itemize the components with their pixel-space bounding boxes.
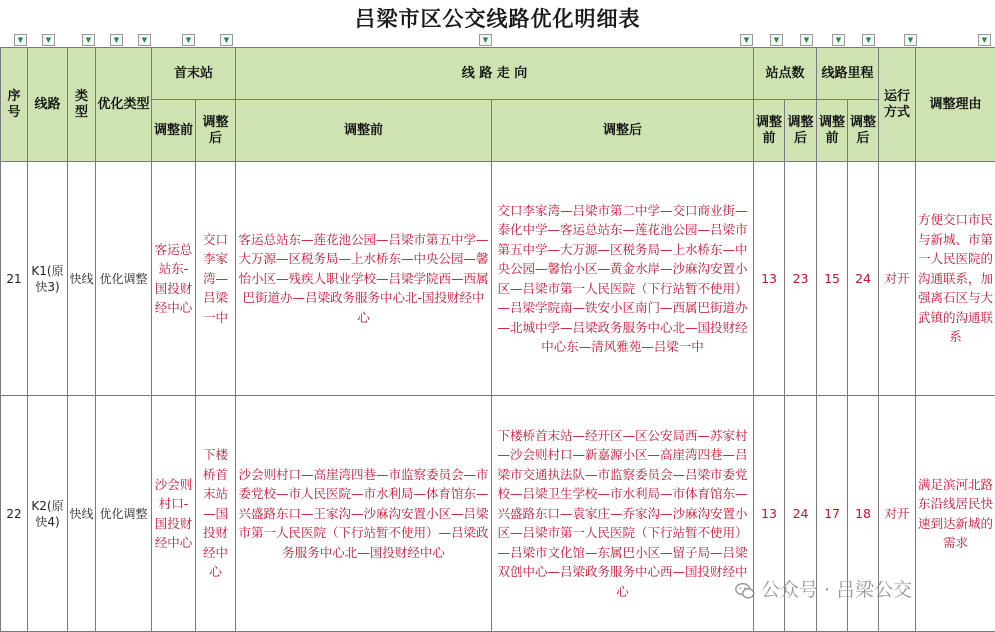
header-type[interactable]: 类型 [68,48,96,162]
row-route[interactable]: K1(原快3) [28,162,68,396]
header-path-before[interactable]: 调整前 [236,100,492,162]
route-optimization-table [0,47,995,632]
header-route[interactable]: 线路 [28,48,68,162]
row-stops-after[interactable]: 24 [785,396,817,632]
header-stops[interactable]: 站点数 [754,48,817,100]
row-path-before[interactable]: 沙会则村口—高崖湾四巷—市监察委员会—市委党校—市人民医院—市水利局—体育馆东—兴盛路东口—王家沟—沙麻沟安置小区—吕梁市第一人民医院（下行站暂不使用）—吕梁政务服务中心北—国投财经中心 [236,396,492,632]
autofilter-bar [0,34,995,47]
dropdown-filter-icon[interactable]: ▼ [740,34,753,46]
header-mileage[interactable]: 线路里程 [817,48,879,100]
wechat-icon [734,580,756,602]
row-reason[interactable]: 方便交口市民与新城、市第一人民医院的沟通联系，加强离石区与大武镇的沟通联系 [916,162,995,396]
header-stops-after[interactable]: 调整后 [785,100,817,162]
header-seq[interactable]: 序号 [1,48,28,162]
table-row [1,162,995,396]
row-terminal-after[interactable]: 下楼桥首末站—国投财经中心 [196,396,236,632]
row-stops-after[interactable]: 23 [785,162,817,396]
row-seq[interactable]: 22 [1,396,28,632]
sheet-title: 吕梁市区公交线路优化明细表 [0,0,995,38]
row-mileage-before[interactable]: 17 [817,396,848,632]
dropdown-filter-icon[interactable]: ▼ [14,34,27,46]
dropdown-filter-icon[interactable]: ▼ [978,34,991,46]
dropdown-filter-icon[interactable]: ▼ [42,34,55,46]
dropdown-filter-icon[interactable]: ▼ [182,34,195,46]
header-direction[interactable]: 线 路 走 向 [236,48,754,100]
dropdown-filter-icon[interactable]: ▼ [800,34,813,46]
dropdown-filter-icon[interactable]: ▼ [138,34,151,46]
watermark [734,572,984,608]
row-terminal-before[interactable]: 客运总站东-国投财经中心 [152,162,196,396]
row-reason[interactable]: 满足滨河北路东沿线居民快速到达新城的需求 [916,396,995,632]
watermark-text: 公众号 · 吕梁公交 [761,579,912,601]
dropdown-filter-icon[interactable]: ▼ [904,34,917,46]
header-mileage-after[interactable]: 调整后 [848,100,879,162]
header-terminal-after[interactable]: 调整后 [196,100,236,162]
row-route[interactable]: K2(原快4) [28,396,68,632]
row-opt-type[interactable]: 优化调整 [96,396,152,632]
row-path-after[interactable]: 下楼桥首末站—经开区—区公安局西—苏家村—沙会则村口—新嘉源小区—高崖湾四巷—吕梁市交通执法队—市监察委员会—吕梁市委党校—吕梁卫生学校—市水利局—市体育馆东—兴盛路东口—袁家庄—乔家沟—沙麻沟安置小区—吕梁市第一人民医院（下行站暂不使用）—吕梁市文化馆—东属巴小区—留子局—吕梁双创中心—吕梁政务服务中心西—国投财经中心 [492,396,754,632]
row-path-after[interactable]: 交口李家湾—吕梁市第二中学—交口商业街—泰化中学—客运总站东—莲花池公园—吕梁市第五中学—大万源—区税务局—上水桥东—中央公园—馨怡小区—黄金水岸—沙麻沟安置小区—吕梁市第一人民医院（下行站暂不使用）—吕梁学院南—铁安小区南门—西属巴街道办—北城中学—吕梁政务服务中心北—国投财经中心东—清风雅苑—吕梁一中 [492,162,754,396]
dropdown-filter-icon[interactable]: ▼ [832,34,845,46]
header-reason[interactable]: 调整理由 [916,48,995,162]
row-terminal-before[interactable]: 沙会则村口-国投财经中心 [152,396,196,632]
row-mileage-after[interactable]: 24 [848,162,879,396]
row-type[interactable]: 快线 [68,396,96,632]
header-terminal-before[interactable]: 调整前 [152,100,196,162]
header-terminals[interactable]: 首末站 [152,48,236,100]
header-operation[interactable]: 运行方式 [879,48,916,162]
dropdown-filter-icon[interactable]: ▼ [770,34,783,46]
header-stops-before[interactable]: 调整前 [754,100,785,162]
row-seq[interactable]: 21 [1,162,28,396]
header-opt-type[interactable]: 优化类型 [96,48,152,162]
row-operation[interactable]: 对开 [879,396,916,632]
dropdown-filter-icon[interactable]: ▼ [82,34,95,46]
header-path-after[interactable]: 调整后 [492,100,754,162]
dropdown-filter-icon[interactable]: ▼ [220,34,233,46]
row-operation[interactable]: 对开 [879,162,916,396]
row-stops-before[interactable]: 13 [754,396,785,632]
row-stops-before[interactable]: 13 [754,162,785,396]
row-type[interactable]: 快线 [68,162,96,396]
row-terminal-after[interactable]: 交口李家湾—吕梁一中 [196,162,236,396]
row-mileage-before[interactable]: 15 [817,162,848,396]
row-opt-type[interactable]: 优化调整 [96,162,152,396]
dropdown-filter-icon[interactable]: ▼ [862,34,875,46]
header-mileage-before[interactable]: 调整前 [817,100,848,162]
dropdown-filter-icon[interactable]: ▼ [479,34,492,46]
row-mileage-after[interactable]: 18 [848,396,879,632]
dropdown-filter-icon[interactable]: ▼ [110,34,123,46]
row-path-before[interactable]: 客运总站东—莲花池公园—吕梁市第五中学—大万源—区税务局—上水桥东—中央公园—馨怡小区—残疾人职业学校—吕梁学院西—西属巴街道办—吕梁政务服务中心北-国投财经中心 [236,162,492,396]
